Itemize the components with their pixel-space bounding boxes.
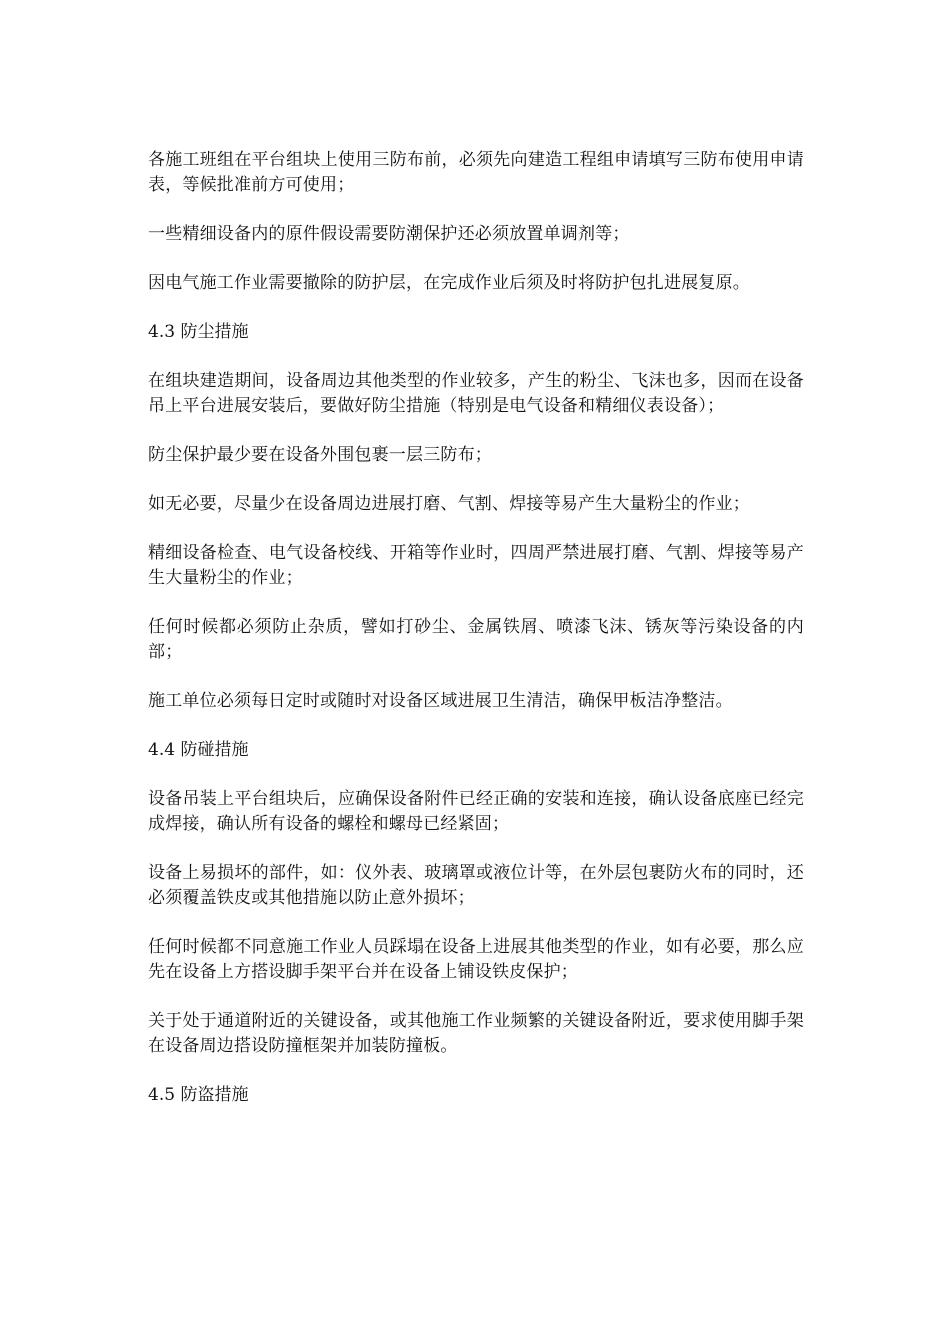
paragraph-dust-inspection: 精细设备检查、电气设备校线、开箱等作业时，四周严禁进展打磨、气割、焊接等易产生大量粉尘的作业； (148, 543, 804, 588)
paragraph-dust-impurities: 任何时候都必须防止杂质，譬如打砂尘、金属铁屑、喷漆飞沫、锈灰等污染设备的内部； (148, 617, 804, 662)
paragraph-collision-lifting: 设备吊装上平台组块后，应确保设备附件已经正确的安装和连接，确认设备底座已经完成焊接，确认所有设备的螺栓和螺母已经紧固； (148, 789, 804, 834)
section-heading-dust: 4.3 防尘措施 (148, 322, 249, 342)
paragraph-desiccant: 一些精细设备内的原件假设需要防潮保护还必须放置单调剂等； (148, 224, 630, 244)
paragraph-dust-intro: 在组块建造期间，设备周边其他类型的作业较多，产生的粉尘、飞沫也多，因而在设备吊上平台进展安装后，要做好防尘措施（特别是电气设备和精细仪表设备）； (148, 371, 804, 416)
paragraph-restore-protection: 因电气施工作业需要撤除的防护层，在完成作业后须及时将防护包扎进展复原。 (148, 273, 750, 293)
paragraph-dust-wrap: 防尘保护最少要在设备外围包裹一层三防布； (148, 445, 492, 465)
paragraph-collision-frame: 关于处于通道附近的关键设备，或其他施工作业频繁的关键设备附近，要求使用脚手架在设备周边搭设防撞框架并加装防撞板。 (148, 1011, 804, 1056)
paragraph-dust-cleaning: 施工单位必须每日定时或随时对设备区域进展卫生清洁，确保甲板洁净整洁。 (148, 691, 733, 711)
paragraph-collision-fragile: 设备上易损坏的部件，如：仪外表、玻璃罩或液位计等，在外层包裹防火布的同时，还必须覆盖铁皮或其他措施以防止意外损坏； (148, 863, 804, 908)
section-heading-theft: 4.5 防盗措施 (148, 1085, 249, 1105)
document-body (148, 148, 804, 1132)
paragraph-collision-stepping: 任何时候都不同意施工作业人员踩塌在设备上进展其他类型的作业，如有必要，那么应先在设备上方搭设脚手架平台并在设备上铺设铁皮保护； (148, 937, 804, 982)
paragraph-dust-avoid: 如无必要，尽量少在设备周边进展打磨、气割、焊接等易产生大量粉尘的作业； (148, 494, 750, 514)
section-heading-collision: 4.4 防碰措施 (148, 740, 249, 760)
paragraph-tarp-application: 各施工班组在平台组块上使用三防布前，必须先向建造工程组申请填写三防布使用申请表，等候批准前方可使用； (148, 150, 804, 195)
